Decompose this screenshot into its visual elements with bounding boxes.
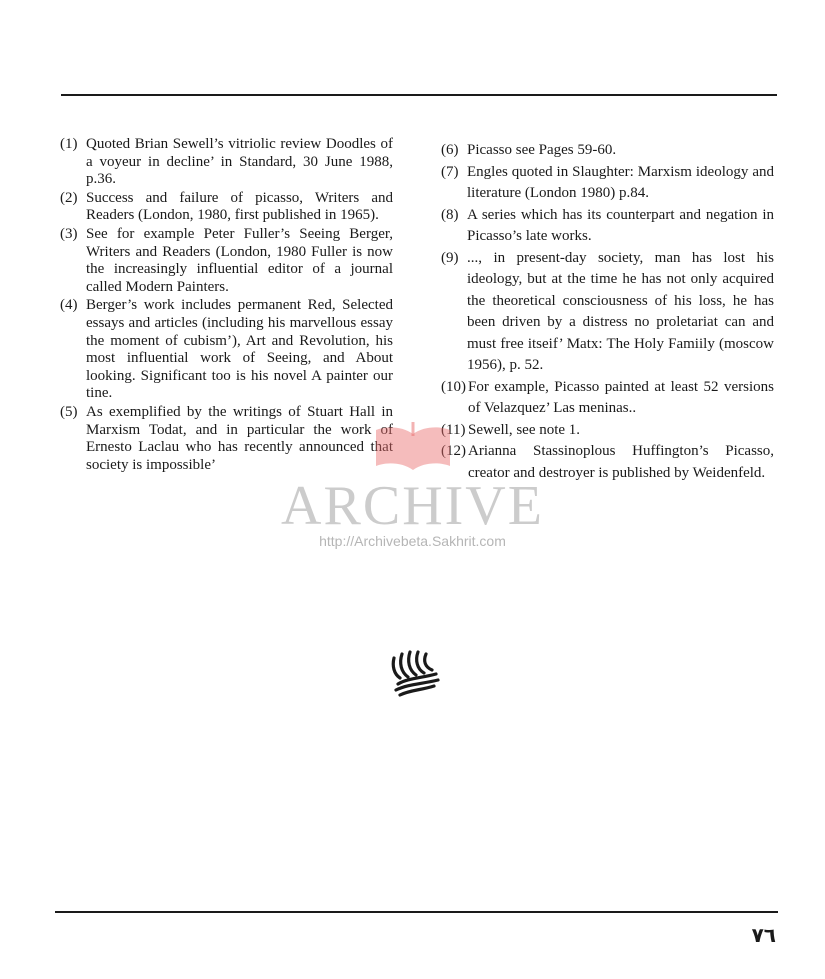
footnote-3 <box>60 226 393 296</box>
footnote-8 <box>441 205 774 248</box>
footnote-9 <box>441 248 774 377</box>
footnote-number: (10) <box>441 378 466 395</box>
footnote-text: Quoted Brian Sewell’s vitriolic review Doodles of a voyeur in decline’ in Standard, 30 June 1988, p.36. <box>86 136 393 188</box>
footnote-number: (5) <box>60 403 78 420</box>
footnote-number: (9) <box>441 249 459 266</box>
footnote-number: (6) <box>441 142 459 158</box>
footnote-number: (1) <box>60 136 78 152</box>
footnote-number: (2) <box>60 189 78 206</box>
footnotes-left-column <box>60 136 393 475</box>
footnote-number: (7) <box>441 163 459 180</box>
footnote-text: A series which has its counterpart and negation in Picasso’s late works. <box>467 206 774 244</box>
footnote-text: As exemplified by the writings of Stuart Hall in Marxism Todat, and in particular the work of Ernesto Laclau who has recently announced that society is impossible’ <box>86 403 393 473</box>
footnote-text: Berger’s work includes permanent Red, Selected essays and articles (including his marvellous essay the moment of cubism’), Art and Revolution, his most influential work of Seeing, and About looking. Significant too is his novel A painter our tine. <box>86 297 393 402</box>
footnote-number: (12) <box>441 443 466 459</box>
page-number: ٧٦ <box>751 923 776 947</box>
footnote-number: (11) <box>441 421 466 438</box>
footnote-text: Engles quoted in Slaughter: Marxism ideology and literature (London 1980) p.84. <box>467 163 774 201</box>
top-rule <box>61 94 777 96</box>
footnote-7 <box>441 162 774 205</box>
bottom-rule <box>55 911 778 913</box>
footnote-text: For example, Picasso painted at least 52 versions of Velazquez’ Las meninas.. <box>468 378 774 416</box>
footnote-text: See for example Peter Fuller’s Seeing Berger, Writers and Readers (London, 1980 Fuller is now the increasingly influential editor of a journal called Modern Painters. <box>86 225 393 295</box>
footnote-4 <box>60 297 393 403</box>
footnote-12 <box>441 441 774 484</box>
footnote-text: Arianna Stassinoplous Huffington’s Picasso, creator and destroyer is published by Weidenfeld. <box>468 443 774 481</box>
footnote-1 <box>60 136 393 189</box>
footnote-text: ..., in present-day society, man has lost his ideology, but at the time he has not only acquired the theoretical consciousness of his loss, he has been driven by a distress no proletariat can and must free itseif’ Matx: The Holy Famiily (moscow 1956), p. 52. <box>467 249 774 373</box>
footnote-number: (3) <box>60 225 78 242</box>
watermark-url: http://Archivebeta.Sakhrit.com <box>319 533 506 549</box>
footnote-number: (4) <box>60 297 78 314</box>
footnote-2 <box>60 190 393 225</box>
footnote-text: Sewell, see note 1. <box>468 421 581 438</box>
footnote-5 <box>60 404 393 474</box>
footnote-text: Success and failure of picasso, Writers and Readers (London, 1980, first published in 1965). <box>86 189 393 224</box>
watermark-title: ARCHIVE <box>281 475 544 537</box>
footnote-6 <box>441 140 774 162</box>
footnote-text: Picasso see Pages 59-60. <box>467 142 617 158</box>
footnotes-right-column <box>441 140 774 484</box>
footnote-number: (8) <box>441 206 459 223</box>
footnote-11 <box>441 420 774 442</box>
footnote-10 <box>441 377 774 420</box>
watermark-book-icon <box>372 420 454 472</box>
wave-logo-icon <box>388 648 442 698</box>
